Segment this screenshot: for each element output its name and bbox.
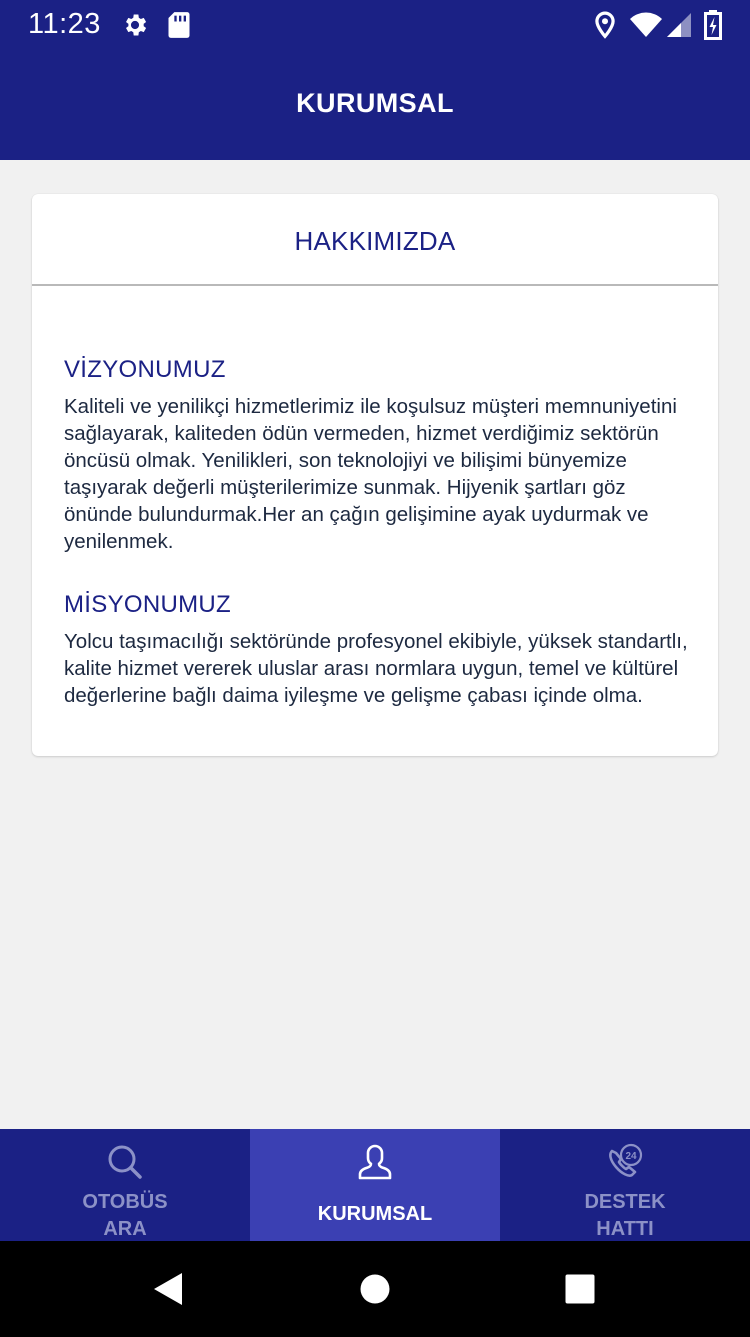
about-card: [32, 194, 718, 756]
vision-title: VİZYONUMUZ: [64, 356, 226, 383]
nav-item-support-line[interactable]: [500, 1129, 750, 1241]
battery-icon: [702, 10, 724, 40]
location-icon: [592, 10, 618, 40]
nav-label-bus-search: OTOBÜS ARA: [82, 1191, 168, 1240]
card-title: HAKKIMIZDA: [294, 226, 456, 256]
recents-icon[interactable]: [552, 1241, 608, 1337]
system-nav-bar: [0, 1241, 750, 1337]
svg-text:24: 24: [625, 1151, 637, 1162]
page-title: KURUMSAL: [296, 88, 454, 118]
nav-label-support-line: DESTEK HATTI: [584, 1191, 666, 1240]
nav-item-bus-search[interactable]: [0, 1129, 250, 1241]
user-icon: [250, 1143, 500, 1181]
sd-card-icon: [166, 10, 192, 40]
nav-item-corporate[interactable]: [250, 1129, 500, 1241]
status-bar: [0, 0, 750, 50]
status-time: 11:23: [28, 8, 101, 40]
home-icon[interactable]: [347, 1241, 403, 1337]
nav-label-corporate: KURUMSAL: [317, 1203, 433, 1225]
wifi-icon: [628, 10, 664, 40]
back-icon[interactable]: [140, 1241, 196, 1337]
bottom-nav: [0, 1129, 750, 1241]
signal-icon: [666, 10, 692, 40]
search-icon: [0, 1143, 250, 1181]
mission-title: MİSYONUMUZ: [64, 591, 231, 618]
app-bar: [0, 50, 750, 160]
settings-icon: [120, 10, 150, 40]
mission-text: Yolcu taşımacılığı sektöründe profesyonel ekibiyle, yüksek standartlı, kalite hizmet vererek uluslar arası normlara uygun, temel ve kültürel değerlerine bağlı daima iyileşme ve gelişme çabası içinde olma.: [64, 630, 688, 707]
card-header: [32, 194, 718, 286]
vision-text: Kaliteli ve yenilikçi hizmetlerimiz ile koşulsuz müşteri memnuniyetini sağlayarak, kaliteden ödün vermeden, hizmet verdiğimiz sektörün öncüsü olmak. Yenilikleri, son teknolojiyi ve bilişimi bünyemize taşıyarak değerli müşterilerimize sunmak. Hijyenik şartları göz önünde bulundurmak.Her an çağın gelişimine ayak uydurmak ve yenilenmek.: [64, 395, 677, 553]
support-24-icon: [500, 1143, 750, 1181]
